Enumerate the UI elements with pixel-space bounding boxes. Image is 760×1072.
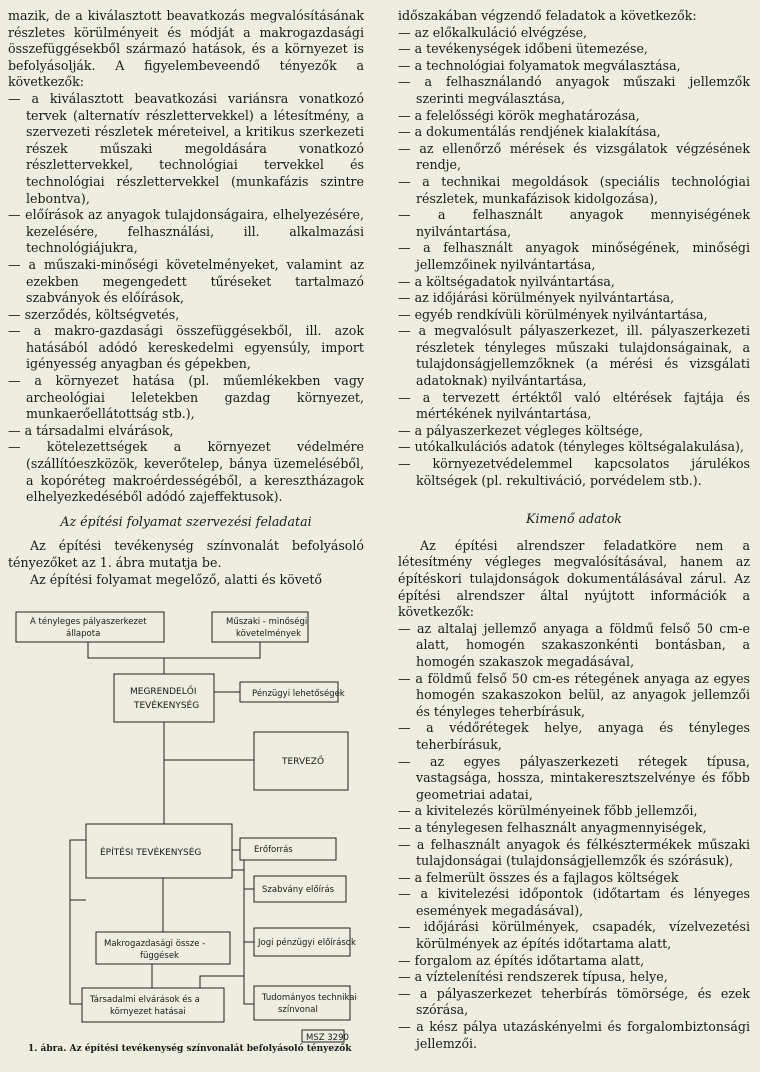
diagram-label: TEVÉKENYSÉG: [134, 701, 200, 711]
diagram-label: követelmények: [236, 629, 302, 639]
diagram-label: Makrogazdasági össze -: [104, 939, 206, 949]
list-item: — a tevékenységek időbeni ütemezése,: [398, 41, 648, 57]
diagram-label: környezet hatásai: [110, 1007, 186, 1017]
diagram-label: TERVEZŐ: [282, 757, 325, 767]
left-intro: mazik, de a kiválasztott beavatkozás megvalósításának részletes körülményeit és módját a makrogazdasági összefüggésekből származó hatások, és a környezet is befolyásolják. A figyelembeveendő tényezők a következők:: [8, 8, 364, 90]
list-item: — az altalaj jellemző anyaga a földmű felső 50 cm-e alatt, homogén szakaszonkénti bontásban, a homogén szakaszok megadásával,: [398, 620, 750, 669]
figure-caption: 1. ábra. Az építési tevékenység színvonalát befolyásoló tényezők: [28, 1044, 352, 1054]
list-item: — a felhasznált anyagok minőségének, minőségi jellemzőinek nyilvántartása,: [398, 240, 750, 272]
list-item: — az egyes pályaszerkezeti rétegek típusa, vastagsága, hossza, mintakeresztszelvénye és főbb geometriai adatai,: [398, 753, 750, 802]
paragraph: Az építési folyamat megelőző, alatti és követő: [30, 571, 322, 587]
list-item: — az előkalkuláció elvégzése,: [398, 24, 588, 40]
list-item: — a pályaszerkezet végleges költsége,: [398, 422, 643, 438]
paragraph: Az építési alrendszer feladatköre nem a létesítmény végleges megvalósításával, hanem az építéskori tulajdonságok dokumentálásával zárul. Az építési alrendszer által nyújtott információk a következők:: [398, 537, 750, 620]
list-item: — a technikai megoldások (speciális technológiai részletek, munkafázisok kidolgozása),: [398, 173, 750, 206]
list-item: — a felmerült összes és a fajlagos költségek: [398, 869, 679, 885]
diagram-label: ÉPÍTÉSI TEVÉKENYSÉG: [100, 848, 202, 858]
diagram-label: színvonal: [278, 1005, 318, 1015]
diagram-label: állapota: [66, 629, 101, 639]
list-item: — időjárási körülmények, csapadék, vízelvezetési körülmények az építés időtartama alatt,: [398, 919, 750, 952]
list-item: — a megvalósult pályaszerkezet, ill. pályaszerkezeti részletek tényleges műszaki tulajdonságainak, a tulajdonságjellemzőknek (a mérési és vizsgálati adatoknak) nyilvántartása,: [398, 323, 750, 389]
list-item: — a védőrétegek helye, anyaga és tényleges teherbírásuk,: [398, 720, 750, 752]
list-item: — a környezet hatása (pl. műemlékekben vagy archeológiai leletekben gazdag környezet, munkaerőellátottság stb.),: [8, 373, 364, 422]
diagram-label: Tudományos technikai: [262, 993, 357, 1003]
diagram-label: Jogi pénzügyi előírások: [258, 938, 356, 948]
list-item: — a kivitelezési időpontok (időtartam és lényeges események megadásával),: [398, 886, 750, 918]
list-item: — kötelezettségek a környezet védelmére (szállítóeszközök, keverőtelep, bánya üzemeléséből, a kopóréteg makroérdességéből, a keresztházagok elhelyezkedéséből adódó zajeffektusok).: [8, 439, 364, 505]
list-item: — a pályaszerkezet teherbírás tömörsége, és ezek szórása,: [398, 985, 750, 1018]
flow-diagram: [0, 600, 370, 1060]
diagram-box-megrendeloi: [114, 674, 214, 722]
list-item: — az időjárási körülmények nyilvántartása,: [398, 290, 675, 306]
right-intro: időszakában végzendő feladatok a következők:: [398, 8, 697, 23]
list-item: — a technológiai folyamatok megválasztása,: [398, 57, 681, 73]
section-heading: Az építési folyamat szervezési feladatai: [60, 513, 312, 529]
diagram-label: MEGRENDELŐI: [130, 687, 197, 697]
list-item: — az ellenőrző mérések és vizsgálatok végzésének rendje,: [398, 140, 750, 173]
list-item: — a műszaki-minőségi követelményeket, valamint az ezekben megengedett tűréseket tartalmazó szabványok és előírások,: [8, 256, 364, 306]
paragraph: Az építési tevékenység színvonalát befolyásoló tényezőket az 1. ábra mutatja be.: [8, 538, 364, 570]
list-item: — a kivitelezés körülményeinek főbb jellemzői,: [398, 803, 698, 819]
list-item: — a kész pálya utazáskényelmi és forgalombiztonsági jellemzői.: [398, 1019, 750, 1051]
section-heading: Kimenő adatok: [526, 511, 622, 527]
list-item: — a társadalmi elvárások,: [8, 422, 174, 438]
list-item: — a dokumentálás rendjének kialakítása,: [398, 124, 661, 140]
list-item: — a felhasznált anyagok és félkésztermékek műszaki tulajdonságai (tulajdonságjellemzők és szórásuk),: [398, 836, 750, 869]
diagram-label: függések: [140, 951, 179, 961]
diagram-stamp: MSZ 3290: [306, 1033, 349, 1043]
right-column: [398, 8, 750, 1052]
list-item: — a földmű felső 50 cm-es rétegének anyaga az egyes homogén szakaszokon belül, az anyagok jellemzői és tényleges teherbírásuk,: [398, 670, 750, 719]
list-item: — forgalom az építés időtartama alatt,: [398, 952, 645, 968]
diagram-label: Szabvány előírás: [262, 885, 335, 895]
diagram-label: Műszaki - minőségi: [226, 617, 308, 627]
list-item: — utókalkulációs adatok (tényleges költségalakulása),: [398, 439, 744, 455]
left-column: [8, 8, 364, 588]
list-item: — a makro-gazdasági összefüggésekből, ill. azok hatásából adódó kereskedelmi egyensúly, import igényesség anyagban és gépekben,: [8, 323, 364, 372]
list-item: — környezetvédelemmel kapcsolatos járulékos költségek (pl. rekultiváció, porvédelem stb.).: [398, 456, 750, 488]
list-item: — a felhasználandó anyagok műszaki jellemzők szerinti megválasztása,: [398, 74, 750, 106]
diagram-label: Erőforrás: [254, 845, 293, 855]
list-item: — a költségadatok nyilvántartása,: [398, 273, 615, 289]
list-item: — a ténylegesen felhasznált anyagmennyiségek,: [398, 819, 707, 835]
list-item: — a felhasznált anyagok mennyiségének nyilvántartása,: [398, 207, 750, 239]
list-item: — a tervezett értéktől való eltérések fajtája és mértékének nyilvántartása,: [398, 389, 750, 422]
list-item: — a felelősségi körök meghatározása,: [398, 107, 640, 123]
list-item: — előírások az anyagok tulajdonságaira, elhelyezésére, kezelésére, felhasználási, ill. alkalmazási technológiájukra,: [8, 207, 364, 256]
diagram-label: Társadalmi elvárások és a: [90, 995, 200, 1005]
list-item: — egyéb rendkívüli körülmények nyilvántartása,: [398, 306, 708, 322]
list-item: — a kiválasztott beavatkozási variánsra vonatkozó tervek (alternatív részlettervekkel) a létesítmény, a szervezeti részletek méreteivel, a kritikus szerkezeti részek műszaki megoldására vonatkozó részlettervekkel, technológiai tervekkel és technológiai részlettervekkel (munkafázis szintre lebontva),: [8, 90, 364, 206]
list-item: — szerződés, költségvetés,: [8, 306, 180, 322]
list-item: — a víztelenítési rendszerek típusa, helye,: [398, 969, 668, 985]
diagram-label: Pénzügyi lehetőségek: [252, 689, 345, 699]
diagram-label: A tényleges pályaszerkezet: [30, 617, 147, 627]
